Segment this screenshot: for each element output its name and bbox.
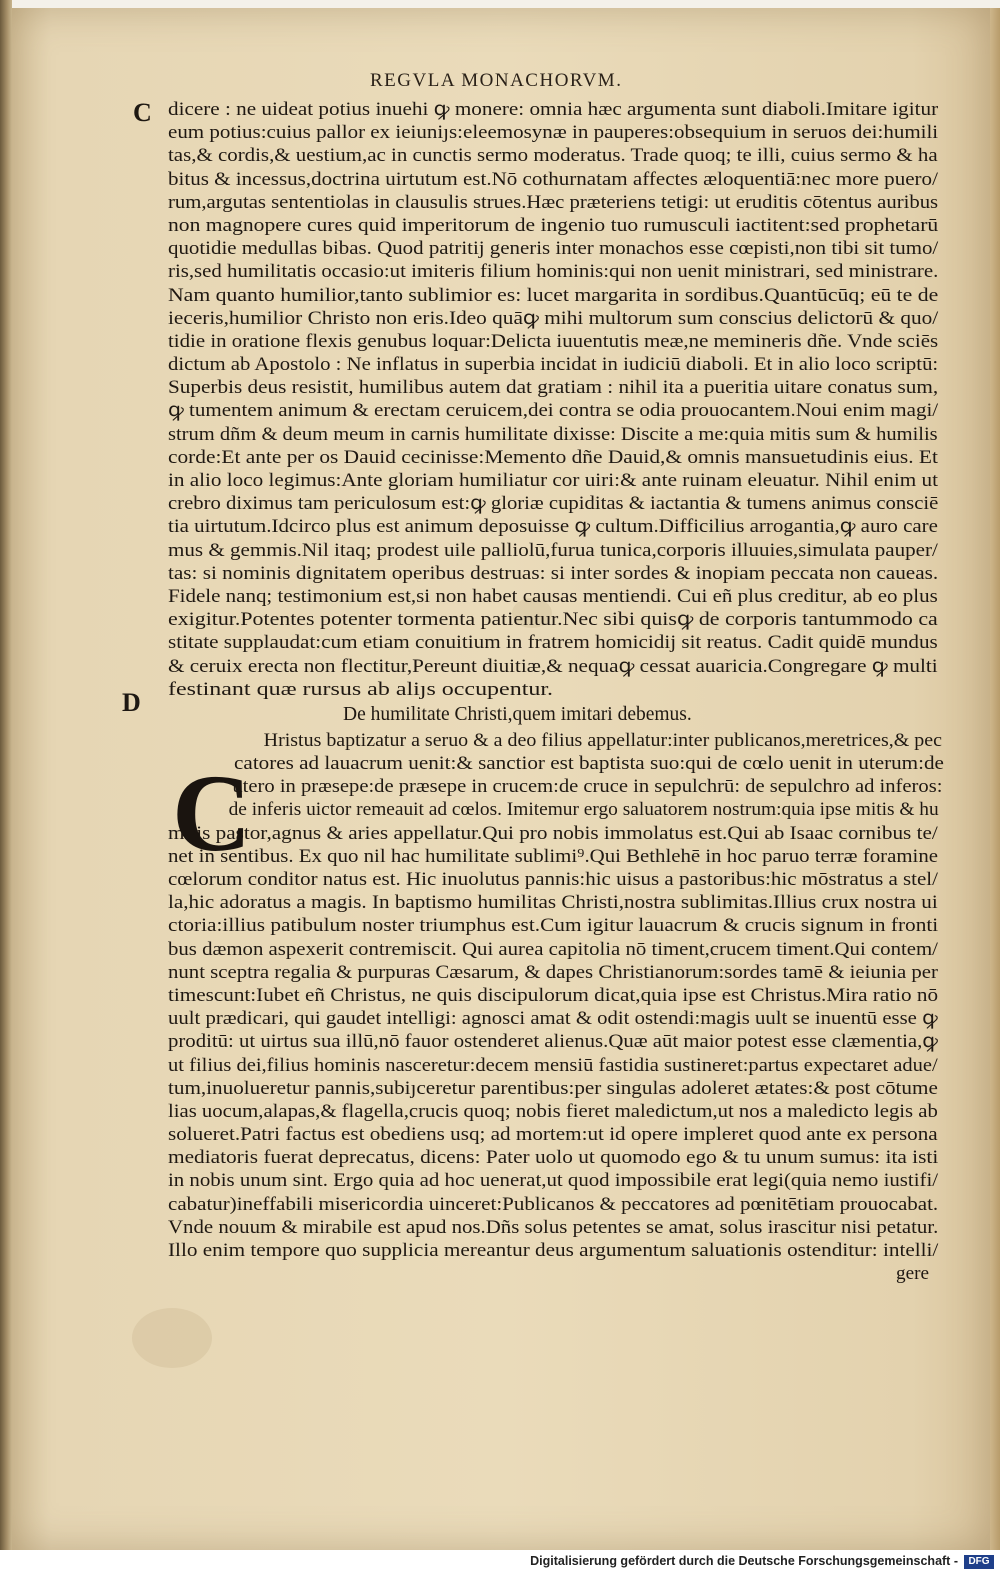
footer-bar bbox=[0, 1550, 1000, 1574]
footer-credit: Digitalisierung gefördert durch die Deutsche Forschungsgemeinschaft - bbox=[530, 1554, 958, 1568]
paragraph-section bbox=[168, 729, 943, 1262]
section-line: lias uocum,alapas,& flagella,crucis quoq; nobis fieret maledictum,ut nos a maledicto legis ab bbox=[168, 1100, 938, 1122]
body-line: eum potius:cuius pallor ex ieiuniȷs:eleemosynæ in pauperes:obsequium in seruos dei:humili bbox=[168, 122, 939, 144]
body-line: corde:Et ante per os Dauid cecinisse:Memento dñe Dauid,& omnis mansuetudinis eius. Et bbox=[168, 446, 938, 468]
section-line: utero in præsepe:de præsepe in crucem:de cruce in sepulchrū: de sepulchro ad inferos: bbox=[232, 776, 943, 798]
section-line: net in sentibus. Ex quo nil hac humilitate sublimi⁹.Qui Bethlehē in hoc paruo terræ foramine bbox=[168, 845, 939, 867]
section-line: proditū: ut uirtus sua illū,nō fauor ostenderet alienus.Quæ aūt maior potest esse clæmentia,ꝙ bbox=[168, 1031, 938, 1053]
margin-letter-d: D bbox=[122, 688, 141, 717]
section-line: uult prædicari, qui gaudet intelligi: agnosci amat & odit ostendi:magis uult se inuentū esse ꝙ bbox=[168, 1008, 938, 1030]
body-line: Nam quanto humilior,tanto sublimior es: lucet margarita in sordibus.Quantūcūq; eū te de bbox=[168, 284, 939, 306]
body-line: tas: si nominis dignitatem operibus destruas: si inter sordes & inopiam peccata non caueas. bbox=[168, 562, 939, 584]
body-line: & ceruix erecta non flectitur,Pereunt diuitiæ,& nequaꝙ cessat auaricia.Congregare ꝙ multi bbox=[168, 655, 938, 677]
body-line: tia uirtutum.Idcirco plus est animum deposuisse ꝙ cultum.Difficilius arrogantia,ꝙ auro care bbox=[168, 516, 938, 538]
section-line: ctoria:illius patibulum noster triumphus est.Cum igitur lauacrum & crucis signum in fronti bbox=[168, 915, 939, 937]
body-line: bitus & incessus,doctrina uirtutum est.Nō cothurnatam affectes æloquentiā:nec more puero/ bbox=[168, 168, 938, 190]
body-line: ris,sed humilitatis occasio:ut imiteris filium hominis:qui non uenit ministrari, sed ministrare. bbox=[168, 261, 939, 283]
section-line: mediatoris fuerat deprecatus, dicens: Pater uolo ut quomodo ego & tu unum sumus: ita isti bbox=[168, 1147, 939, 1169]
body-line: ieceris,humilior Christo non eris.Ideo quāꝙ mihi multorum sum conscius delictorū & quo/ bbox=[168, 307, 939, 329]
body-line: ꝙ tumentem animum & erectam ceruicem,dei contra se odia prouocantem.Noui enim magi/ bbox=[168, 400, 939, 422]
running-head: REGVLA MONACHORVM. bbox=[370, 70, 623, 91]
body-line: strum dñm & deum meum in carnis humilitate dixisse: Discite a me:quia mitis sum & humilis bbox=[168, 423, 938, 445]
section-line: bus dæmon aspexerit contremiscit. Qui aurea capitolia nō timent,crucem timent.Qui contem/ bbox=[168, 938, 938, 960]
body-line: mus & gemmis.Nil itaq; prodest uile palliolū,furua tunica,corporis illuuies,simulata pauper/ bbox=[168, 539, 938, 561]
section-line: catores ad lauacrum uenit:& sanctior est baptista suo:qui de cœlo uenit in uterum:de bbox=[234, 753, 944, 775]
paper-stain bbox=[132, 1308, 212, 1368]
section-line: cœlorum conditor natus est. Hic inuolutus pannis:hic uisus a pastoribus:hic mōstratus a stel/ bbox=[168, 869, 938, 890]
section-line: Hristus baptizatur a seruo & a deo filius appellatur:inter publicanos,meretrices,& pec bbox=[263, 729, 942, 751]
body-line: stitate supplaudat:cum etiam conuitium in fratrem homicidij sit reatus. Cadit quidē mundus bbox=[168, 632, 938, 654]
section-line: in nobis unum sint. Ergo quia ad hoc uenerat,ut quod impossibile erat legi(quia nemo iustifi/ bbox=[168, 1170, 939, 1192]
body-line: dictum ab Apostolo : Ne inflatus in superbia incidat in iudiciū diaboli. Et in alio loco scriptū: bbox=[168, 354, 939, 376]
section-line: milis pastor,agnus & aries appellatur.Qui pro nobis immolatus est.Qui ab Isaac cornibus te/ bbox=[168, 822, 938, 844]
body-line: non magnopere cures quid imperitorum de ingenio tuo rumusculi iactitent:sed prophetarū bbox=[168, 214, 939, 236]
section-line: la,hic adoratus a magis. In baptismo humilitas Christi,nostra sublimitas.Illius crux nostra ui bbox=[168, 892, 938, 914]
body-line: tidie in oratione flexis genubus loquar:Delicta iuuentutis meæ,ne memineris dñe. Vnde sciēs bbox=[168, 330, 939, 352]
body-line: dicere : ne uideat potius inuehi ꝙ monere: omnia hæc argumenta sunt diaboli.Imitare igitur bbox=[168, 99, 939, 120]
body-line: tas,& cordis,& uestium,ac in cunctis sermo moderatus. Trade quoq; te illi, cuius sermo & ha bbox=[168, 145, 938, 167]
section-line: nunt sceptra regalia & purpuras Cæsarum, & dapes Christianorum:sordes tamē & ieiunia per bbox=[168, 961, 938, 983]
section-line: tum,inuolueretur pannis,subiȷceretur parentibus:per singulas adoleret ætates:& post cōtume bbox=[168, 1077, 938, 1099]
dfg-logo: DFG bbox=[964, 1555, 994, 1569]
section-line: ut filius dei,filius hominis nasceretur:decem mensiū fastidia sustineret:partus expectaret adue/ bbox=[168, 1054, 938, 1076]
body-line: Fidele nanq; testimonium est,si non habet causas mentiendi. Cui eñ plus creditur, ab eo plus bbox=[168, 585, 938, 607]
body-line: exigitur.Potentes potenter tormenta patientur.Nec sibi quisꝙ de corporis tantummodo ca bbox=[168, 609, 938, 631]
section-line: Vnde nouum & mirabile est apud nos.Dñs solus petentes se amat, solus irascitur nisi petatur. bbox=[168, 1216, 939, 1238]
body-line: Superbis deus resistit, humilibus autem dat gratiam : nihil ita a pueritia uitare conatus sum, bbox=[168, 377, 939, 399]
section-line: Illo enim tempore quo supplicia mereantur deus argumentum saluationis ostenditur: intelli/ bbox=[168, 1240, 939, 1261]
section-line: de inferis uictor remeauit ad cœlos. Imitemur ergo saluatorem nostrum:quia ipse mitis & hu bbox=[228, 799, 939, 821]
book-spine bbox=[0, 0, 12, 1574]
body-line: festinant quæ rursus ab aliȷs occupentur. bbox=[168, 678, 554, 700]
body-text bbox=[168, 98, 943, 1285]
catchword: gere bbox=[896, 1263, 930, 1285]
body-line: rum,argutas sententiolas in clausulis strues.Hæc præteriens tetigi: ut eruditis cōtentus auribus bbox=[168, 191, 939, 213]
section-line: solueret.Patri factus est obediens usq; ad mortem:ut id opere impleret quod ante ex persona bbox=[168, 1124, 938, 1146]
body-line: in alio loco legimus:Ante gloriam humiliatur cor uiri:& ante ruinam eleuatur. Nihil enim ut bbox=[168, 470, 938, 491]
section-heading: De humilitate Christi,quem imitari debemus. bbox=[343, 703, 692, 725]
section-line: timescunt:Iubet eñ Christus, ne quis discipulorum dicat,quia ipse est Christus.Mira ratio nō bbox=[168, 984, 939, 1006]
body-line: quotidie medullas bibas. Quod patritij generis inter monachos esse cœpisti,non tibi sit tumo/ bbox=[168, 238, 939, 260]
section-line: cabatur)ineffabili misericordia uinceret:Publicanos & peccatores ad pœnitētiam prouocabat. bbox=[168, 1193, 939, 1215]
body-line: crebro diximus tam periculosum est:ꝙ gloriæ cupiditas & iactantia & tumens animus consciē bbox=[168, 493, 939, 515]
paragraph-main bbox=[168, 98, 943, 701]
drop-cap: C bbox=[172, 752, 252, 874]
margin-letter-c: C bbox=[133, 98, 152, 127]
